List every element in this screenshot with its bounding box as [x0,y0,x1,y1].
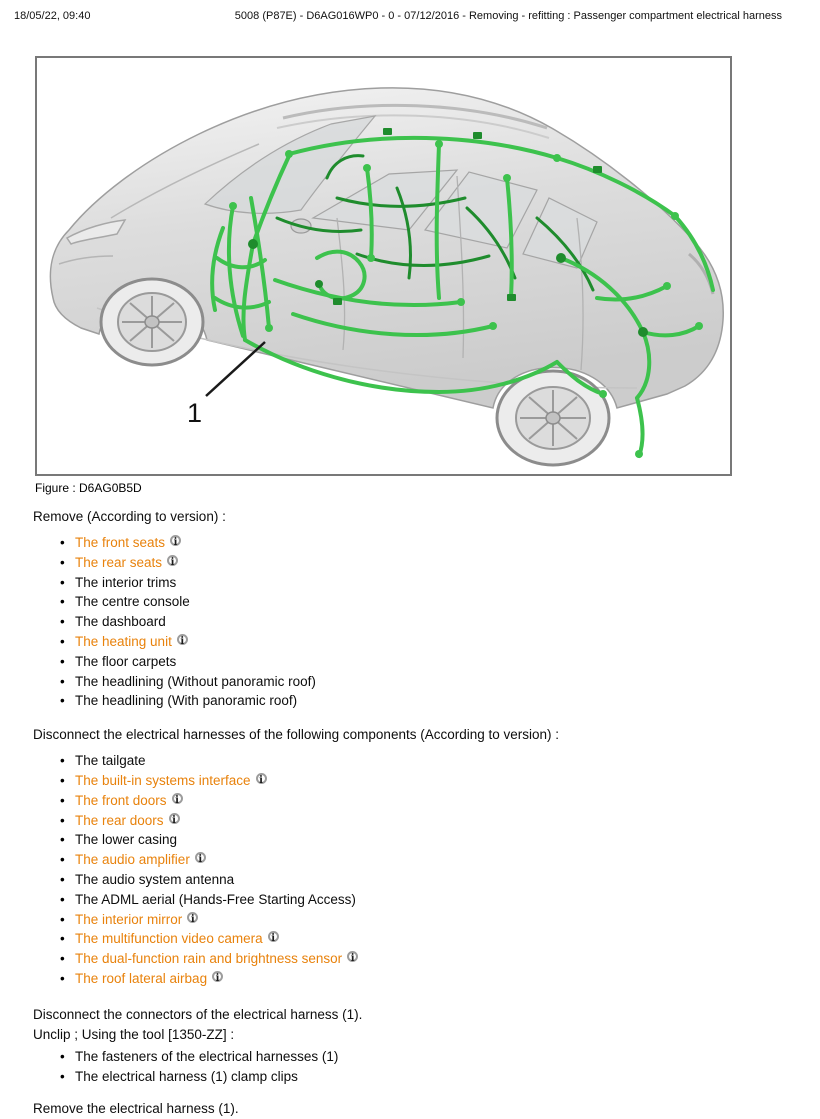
info-icon[interactable]: i [170,535,181,546]
list-item [33,672,820,692]
info-icon[interactable]: i [167,555,178,566]
info-icon[interactable]: i [177,634,188,645]
list-item [33,691,820,711]
remove-final: Remove the electrical harness (1). [33,1100,239,1116]
disconnect-list [33,751,820,989]
item-link[interactable]: The front doors [75,792,167,808]
item-text: The lower casing [75,832,178,848]
item-link[interactable]: The dual-function rain and brightness sensor [75,951,343,967]
rear-wheel [497,371,609,465]
item-text: The dashboard [75,614,166,630]
list-item [33,1047,820,1067]
figure-frame [35,56,732,476]
procedure-content [33,507,820,1119]
info-icon[interactable]: i [256,773,267,784]
item-link[interactable]: The heating unit [75,633,172,649]
item-link[interactable]: The roof lateral airbag [75,970,208,986]
list-item [33,632,820,652]
list-item [33,1067,820,1087]
callout-label: 1 [187,398,203,428]
item-link[interactable]: The built-in systems interface [75,772,251,788]
item-link[interactable]: The interior mirror [75,911,183,927]
item-text: The interior trims [75,574,177,590]
info-icon[interactable]: i [187,912,198,923]
list-item [33,890,820,910]
list-item [33,533,820,553]
list-item [33,612,820,632]
item-text: The floor carpets [75,653,177,669]
item-text: The ADML aerial (Hands-Free Starting Access) [75,891,356,907]
item-text: The tailgate [75,753,146,769]
list-item [33,592,820,612]
list-item [33,850,820,870]
item-text: The fasteners of the electrical harnesses (1) [75,1048,339,1064]
list-item [33,652,820,672]
item-link[interactable]: The rear seats [75,554,163,570]
header-datetime: 18/05/22, 09:40 [14,10,91,22]
unclip-intro: Unclip ; Using the tool [1350-ZZ] : [33,1026,235,1042]
unclip-list [33,1047,820,1087]
list-item [33,771,820,791]
list-item [33,910,820,930]
item-link[interactable]: The rear doors [75,812,164,828]
item-text: The centre console [75,594,190,610]
item-text: The headlining (With panoramic roof) [75,693,298,709]
leader-line [206,342,265,396]
front-wheel [101,279,203,365]
header-title: 5008 (P87E) - D6AG016WP0 - 0 - 07/12/2016 - Removing - refitting : Passenger compartment electrical harness [234,10,782,22]
remove-list [33,533,820,711]
page-header [0,0,820,22]
list-item [33,751,820,771]
list-item [33,870,820,890]
list-item [33,553,820,573]
info-icon[interactable]: i [195,852,206,863]
list-item [33,791,820,811]
item-link[interactable]: The multifunction video camera [75,931,263,947]
list-item [33,811,820,831]
list-item [33,929,820,949]
list-item [33,949,820,969]
info-icon[interactable]: i [172,793,183,804]
info-icon[interactable]: i [268,931,279,942]
info-icon[interactable]: i [212,971,223,982]
remove-intro: Remove (According to version) : [33,509,226,524]
info-icon[interactable]: i [347,951,358,962]
callout-1 [187,342,265,428]
item-text: The audio system antenna [75,871,235,887]
connectors-line: Disconnect the connectors of the electrical harness (1). [33,1006,363,1022]
info-icon[interactable]: i [169,813,180,824]
item-link[interactable]: The audio amplifier [75,852,190,868]
item-text: The electrical harness (1) clamp clips [75,1068,298,1084]
list-item [33,573,820,593]
list-item [33,830,820,850]
item-link[interactable]: The front seats [75,535,166,550]
figure-caption: Figure : D6AG0B5D [35,481,142,495]
item-text: The headlining (Without panoramic roof) [75,673,316,689]
car-harness-illustration [37,58,730,474]
list-item [33,969,820,989]
disconnect-intro: Disconnect the electrical harnesses of the following components (According to version) : [33,727,560,743]
